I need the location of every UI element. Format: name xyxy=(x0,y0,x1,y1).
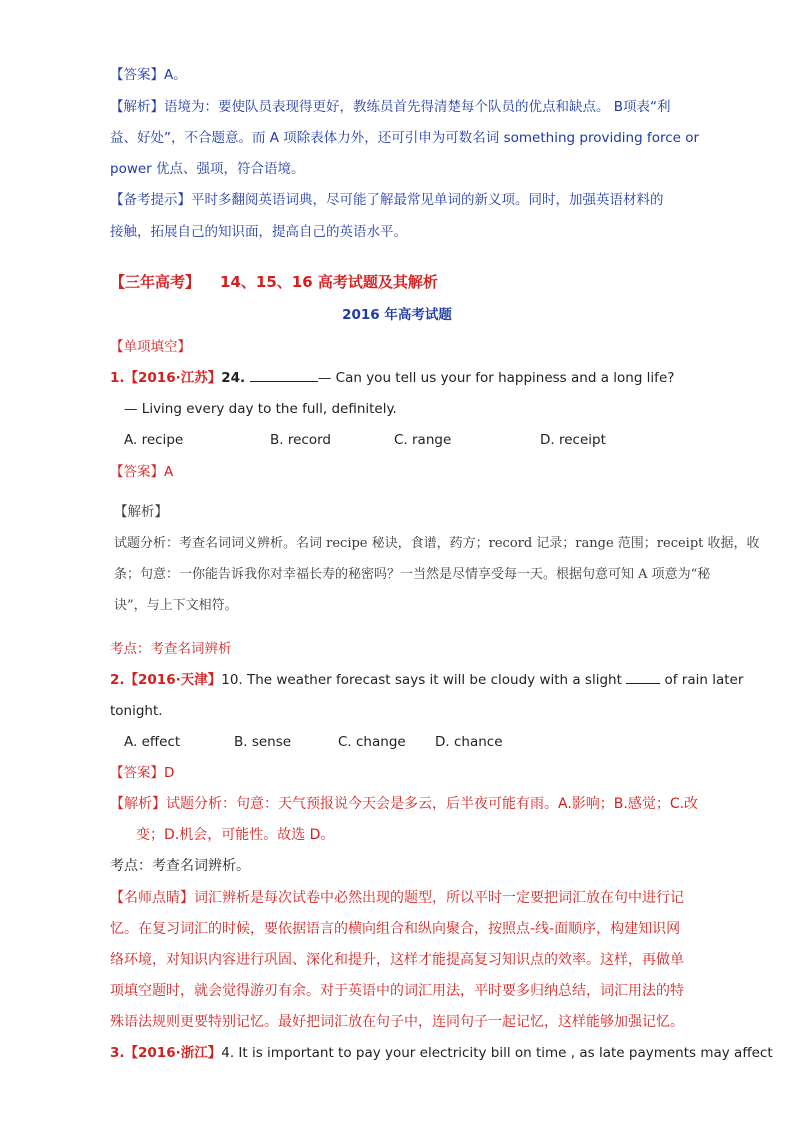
section-title-tag: 【三年高考】 xyxy=(110,273,201,291)
section-category: 【单项填空】 xyxy=(110,339,191,355)
q0-analysis-text-3a: power xyxy=(110,161,152,177)
q0-analysis-line-1 xyxy=(110,97,671,117)
q1-stem-a: 24. xyxy=(221,370,250,386)
q2-number: 2.【2016·天津】 xyxy=(110,672,222,688)
q0-analysis-line-3 xyxy=(110,159,305,179)
q0-tip-text-1: 平时多翻阅英语词典，尽可能了解最常见单词的新义项。同时，加强英语材料的 xyxy=(191,192,664,208)
q1-analysis-tag: 【解析】 xyxy=(114,504,168,520)
q2-teacher-text-1: 词汇辨析是每次试卷中必然出现的题型，所以平时一定要把词汇放在句中进行记 xyxy=(194,890,684,906)
q0-analysis-line-2 xyxy=(110,128,699,148)
q2-analysis-text-1: 试题分析：句意：天气预报说今天会是多云，后半夜可能有雨。A.影响；B.感觉；C.改 xyxy=(166,796,699,812)
q2-analysis-line-1 xyxy=(110,794,698,814)
q1-option-b: B. record xyxy=(270,432,331,448)
q1-option-a: A. recipe xyxy=(124,432,184,448)
q3-number: 3.【2016·浙江】 xyxy=(110,1045,222,1061)
q2-options xyxy=(124,732,503,752)
q2-point: 考点：考查名词辨析。 xyxy=(110,858,250,874)
section-title xyxy=(110,272,438,292)
q1-blank xyxy=(250,369,318,382)
q1-options xyxy=(124,430,606,450)
q2-teacher-line-5: 殊语法规则更要特别记忆。最好把词汇放在句子中，连同句子一起记忆，这样能够加强记忆。 xyxy=(110,1014,684,1030)
q0-analysis-text-2a: 益、好处”，不合题意。而 A 项除表体力外，还可引申为可数名词 xyxy=(110,130,504,146)
q0-analysis-tag: 【解析】 xyxy=(110,99,164,115)
q2-analysis-tag: 【解析】 xyxy=(110,796,166,812)
q3-stem xyxy=(110,1043,773,1063)
q1-analysis-line-3: 诀”，与上下文相符。 xyxy=(114,598,238,613)
q2-teacher-line-2: 忆。在复习词汇的时候，要依据语言的横向组合和纵向聚合，按照点-线-面顺序，构建知识网 xyxy=(110,921,681,937)
q2-stem xyxy=(110,670,743,690)
q2-teacher-line-4: 项填空题时，就会觉得游刃有余。对于英语中的词汇用法，平时要多归纳总结，词汇用法的特 xyxy=(110,983,684,999)
q3-stem-text: 4. It is important to pay your electricity bill on time , as late payments may affect xyxy=(221,1045,773,1061)
q1-option-c: C. range xyxy=(394,432,452,448)
q2-teacher-tag: 【名师点睛】 xyxy=(110,890,194,906)
q0-analysis-text-1: 语境为：要使队员表现得更好，教练员首先得清楚每个队员的优点和缺点。 B项表“利 xyxy=(164,99,671,115)
q2-stem-a: 10. The weather forecast says it will be cloudy with a slight xyxy=(221,672,627,688)
q0-analysis-text-3b: 优点、强项，符合语境。 xyxy=(151,161,305,177)
q2-option-d: D. chance xyxy=(435,734,503,750)
q1-option-d: D. receipt xyxy=(540,432,606,448)
q1-stem xyxy=(110,368,674,388)
q0-analysis-text-2b: something providing force or xyxy=(503,130,700,146)
q1-analysis-line-1: 试题分析：考查名词词义辨析。名词 recipe 秘诀，食谱，药方；record 记录；range 范围；receipt 收据，收 xyxy=(114,536,760,551)
q2-stem-line-2: tonight. xyxy=(110,703,163,719)
q1-stem-b: — Can you tell us your for happiness and a long life? xyxy=(317,370,675,386)
q1-answer: 【答案】A xyxy=(110,464,174,480)
q2-blank xyxy=(626,671,660,684)
q0-tip-line-2: 接触，拓展自己的知识面，提高自己的英语水平。 xyxy=(110,224,407,240)
q2-option-c: C. change xyxy=(338,734,406,750)
q2-analysis-line-2: 变；D.机会，可能性。故选 D。 xyxy=(136,827,335,843)
q1-number: 1.【2016·江苏】 xyxy=(110,370,222,386)
q2-answer: 【答案】D xyxy=(110,765,175,781)
q1-point: 考点：考查名词辨析 xyxy=(110,641,232,657)
q0-answer: 【答案】A。 xyxy=(110,67,187,83)
q2-stem-b: of rain later xyxy=(660,672,744,688)
section-subtitle: 2016 年高考试题 xyxy=(342,307,452,323)
q2-option-b: B. sense xyxy=(234,734,292,750)
q2-option-a: A. effect xyxy=(124,734,181,750)
q2-teacher-line-1 xyxy=(110,888,684,908)
section-title-text: 14、15、16 高考试题及其解析 xyxy=(220,273,438,291)
q1-reply: — Living every day to the full, definitely. xyxy=(124,401,397,417)
q2-teacher-line-3: 络环境，对知识内容进行巩固、深化和提升，这样才能提高复习知识点的效率。这样，再做单 xyxy=(110,952,684,968)
q0-tip-tag: 【备考提示】 xyxy=(110,192,191,208)
q0-tip-line-1 xyxy=(110,190,664,210)
q1-analysis-line-2: 条；句意：一你能告诉我你对幸福长寿的秘密吗？一当然是尽情享受每一天。根据句意可知 A 项意为“秘 xyxy=(114,567,711,582)
